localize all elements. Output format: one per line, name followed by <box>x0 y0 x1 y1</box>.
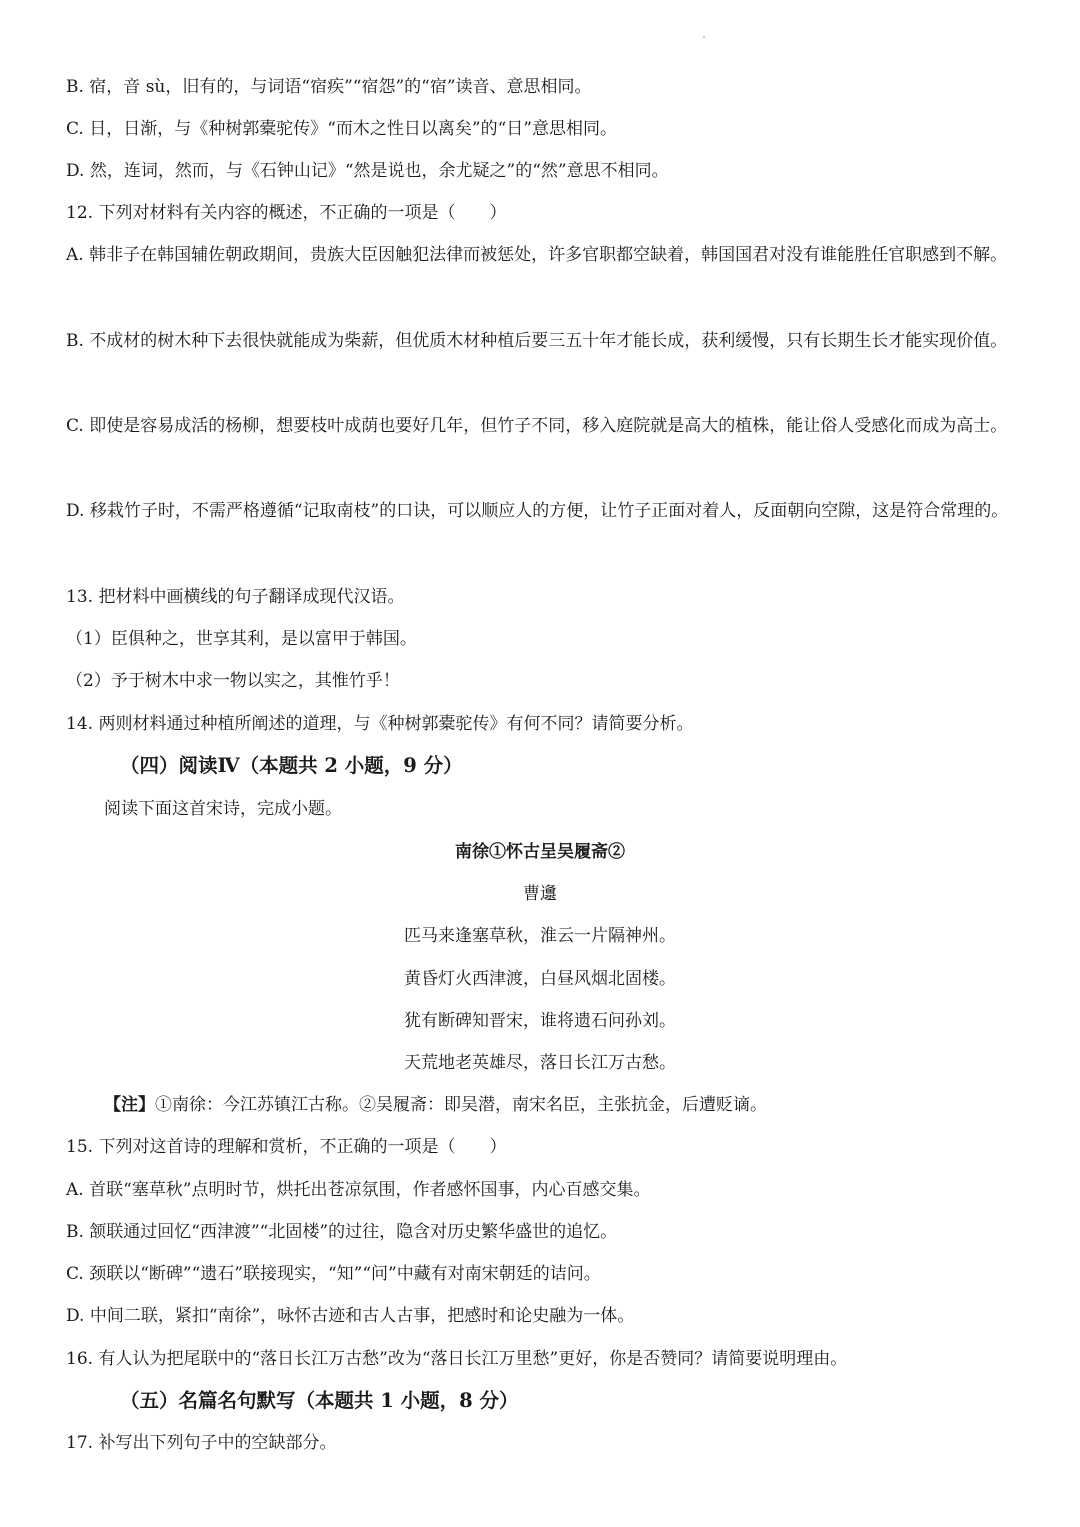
poem-line-4: 天荒地老英雄尽，落日长江万古愁。 <box>404 1053 676 1073</box>
option-12-c: C. 即使是容易成活的杨柳，想要枝叶成荫也要好几年，但竹子不同，移入庭院就是高大的植株，能让俗人受感化而成为高士。 <box>66 416 1008 436</box>
option-15-b: B. 颔联通过回忆“西津渡”“北固楼”的过往，隐含对历史繁华盛世的追忆。 <box>66 1222 618 1242</box>
question-13-sentence-2: （2）予于树木中求一物以实之，其惟竹乎！ <box>66 671 400 691</box>
option-15-a: A. 首联“塞草秋”点明时节，烘托出苍凉氛围，作者感怀国事，内心百感交集。 <box>66 1180 651 1200</box>
poem-author: 曹邍 <box>523 884 557 904</box>
option-11-c: C. 日，日渐，与《种树郭橐驼传》“而木之性日以离矣”的“日”意思相同。 <box>66 119 617 139</box>
question-15-stem: 15. 下列对这首诗的理解和赏析，不正确的一项是（ ） <box>66 1137 507 1157</box>
poem-line-2: 黄昏灯火西津渡，白昼风烟北固楼。 <box>404 969 676 989</box>
question-13-stem: 13. 把材料中画横线的句子翻译成现代汉语。 <box>66 587 405 607</box>
scan-dot <box>703 36 705 38</box>
poem-line-3: 犹有断碑知晋宋，谁将遗石问孙刘。 <box>404 1011 676 1031</box>
poem-line-1: 匹马来逢塞草秋，淮云一片隔神州。 <box>404 926 676 946</box>
poem-note <box>104 1092 767 1118</box>
question-16-stem: 16. 有人认为把尾联中的“落日长江万古愁”改为“落日长江万里愁”更好，你是否赞同？请简要说明理由。 <box>66 1349 848 1369</box>
option-15-c: C. 颈联以“断碑”“遗石”联接现实，“知”“问”中藏有对南宋朝廷的诘问。 <box>66 1264 601 1284</box>
section-4-intro: 阅读下面这首宋诗，完成小题。 <box>104 799 342 819</box>
option-12-b: B. 不成材的树木种下去很快就能成为柴薪，但优质木材种植后要三五十年才能长成，获利缓慢，只有长期生长才能实现价值。 <box>66 331 1008 351</box>
question-12-stem: 12. 下列对材料有关内容的概述，不正确的一项是（ ） <box>66 203 507 223</box>
question-17-stem: 17. 补写出下列句子中的空缺部分。 <box>66 1433 337 1453</box>
poem-title: 南徐①怀古呈吴履斋② <box>455 842 625 862</box>
section-4-heading: （四）阅读Ⅳ（本题共 2 小题，9 分） <box>120 754 463 777</box>
option-15-d: D. 中间二联，紧扣“南徐”，咏怀古迹和古人古事，把感时和论史融为一体。 <box>66 1306 635 1326</box>
option-11-d: D. 然，连词，然而，与《石钟山记》“然是说也，余尤疑之”的“然”意思不相同。 <box>66 161 669 181</box>
question-14-stem: 14. 两则材料通过种植所阐述的道理，与《种树郭橐驼传》有何不同？请简要分析。 <box>66 714 694 734</box>
option-12-d: D. 移栽竹子时，不需严格遵循“记取南枝”的口诀，可以顺应人的方便，让竹子正面对着人，反面朝向空隙，这是符合常理的。 <box>66 501 1009 521</box>
poem-note-label: 【注】 <box>104 1095 155 1115</box>
option-12-a: A. 韩非子在韩国辅佐朝政期间，贵族大臣因触犯法律而被惩处，许多官职都空缺着，韩国国君对没有谁能胜任官职感到不解。 <box>66 245 1008 265</box>
section-5-heading: （五）名篇名句默写（本题共 1 小题，8 分） <box>120 1389 519 1412</box>
poem-note-text: ①南徐：今江苏镇江古称。②吴履斋：即吴潜，南宋名臣，主张抗金，后遭贬谪。 <box>155 1095 767 1115</box>
option-11-b: B. 宿，音 sù，旧有的，与词语“宿疾”“宿怨”的“宿”读音、意思相同。 <box>66 77 592 97</box>
question-13-sentence-1: （1）臣俱种之，世享其利，是以富甲于韩国。 <box>66 629 417 649</box>
